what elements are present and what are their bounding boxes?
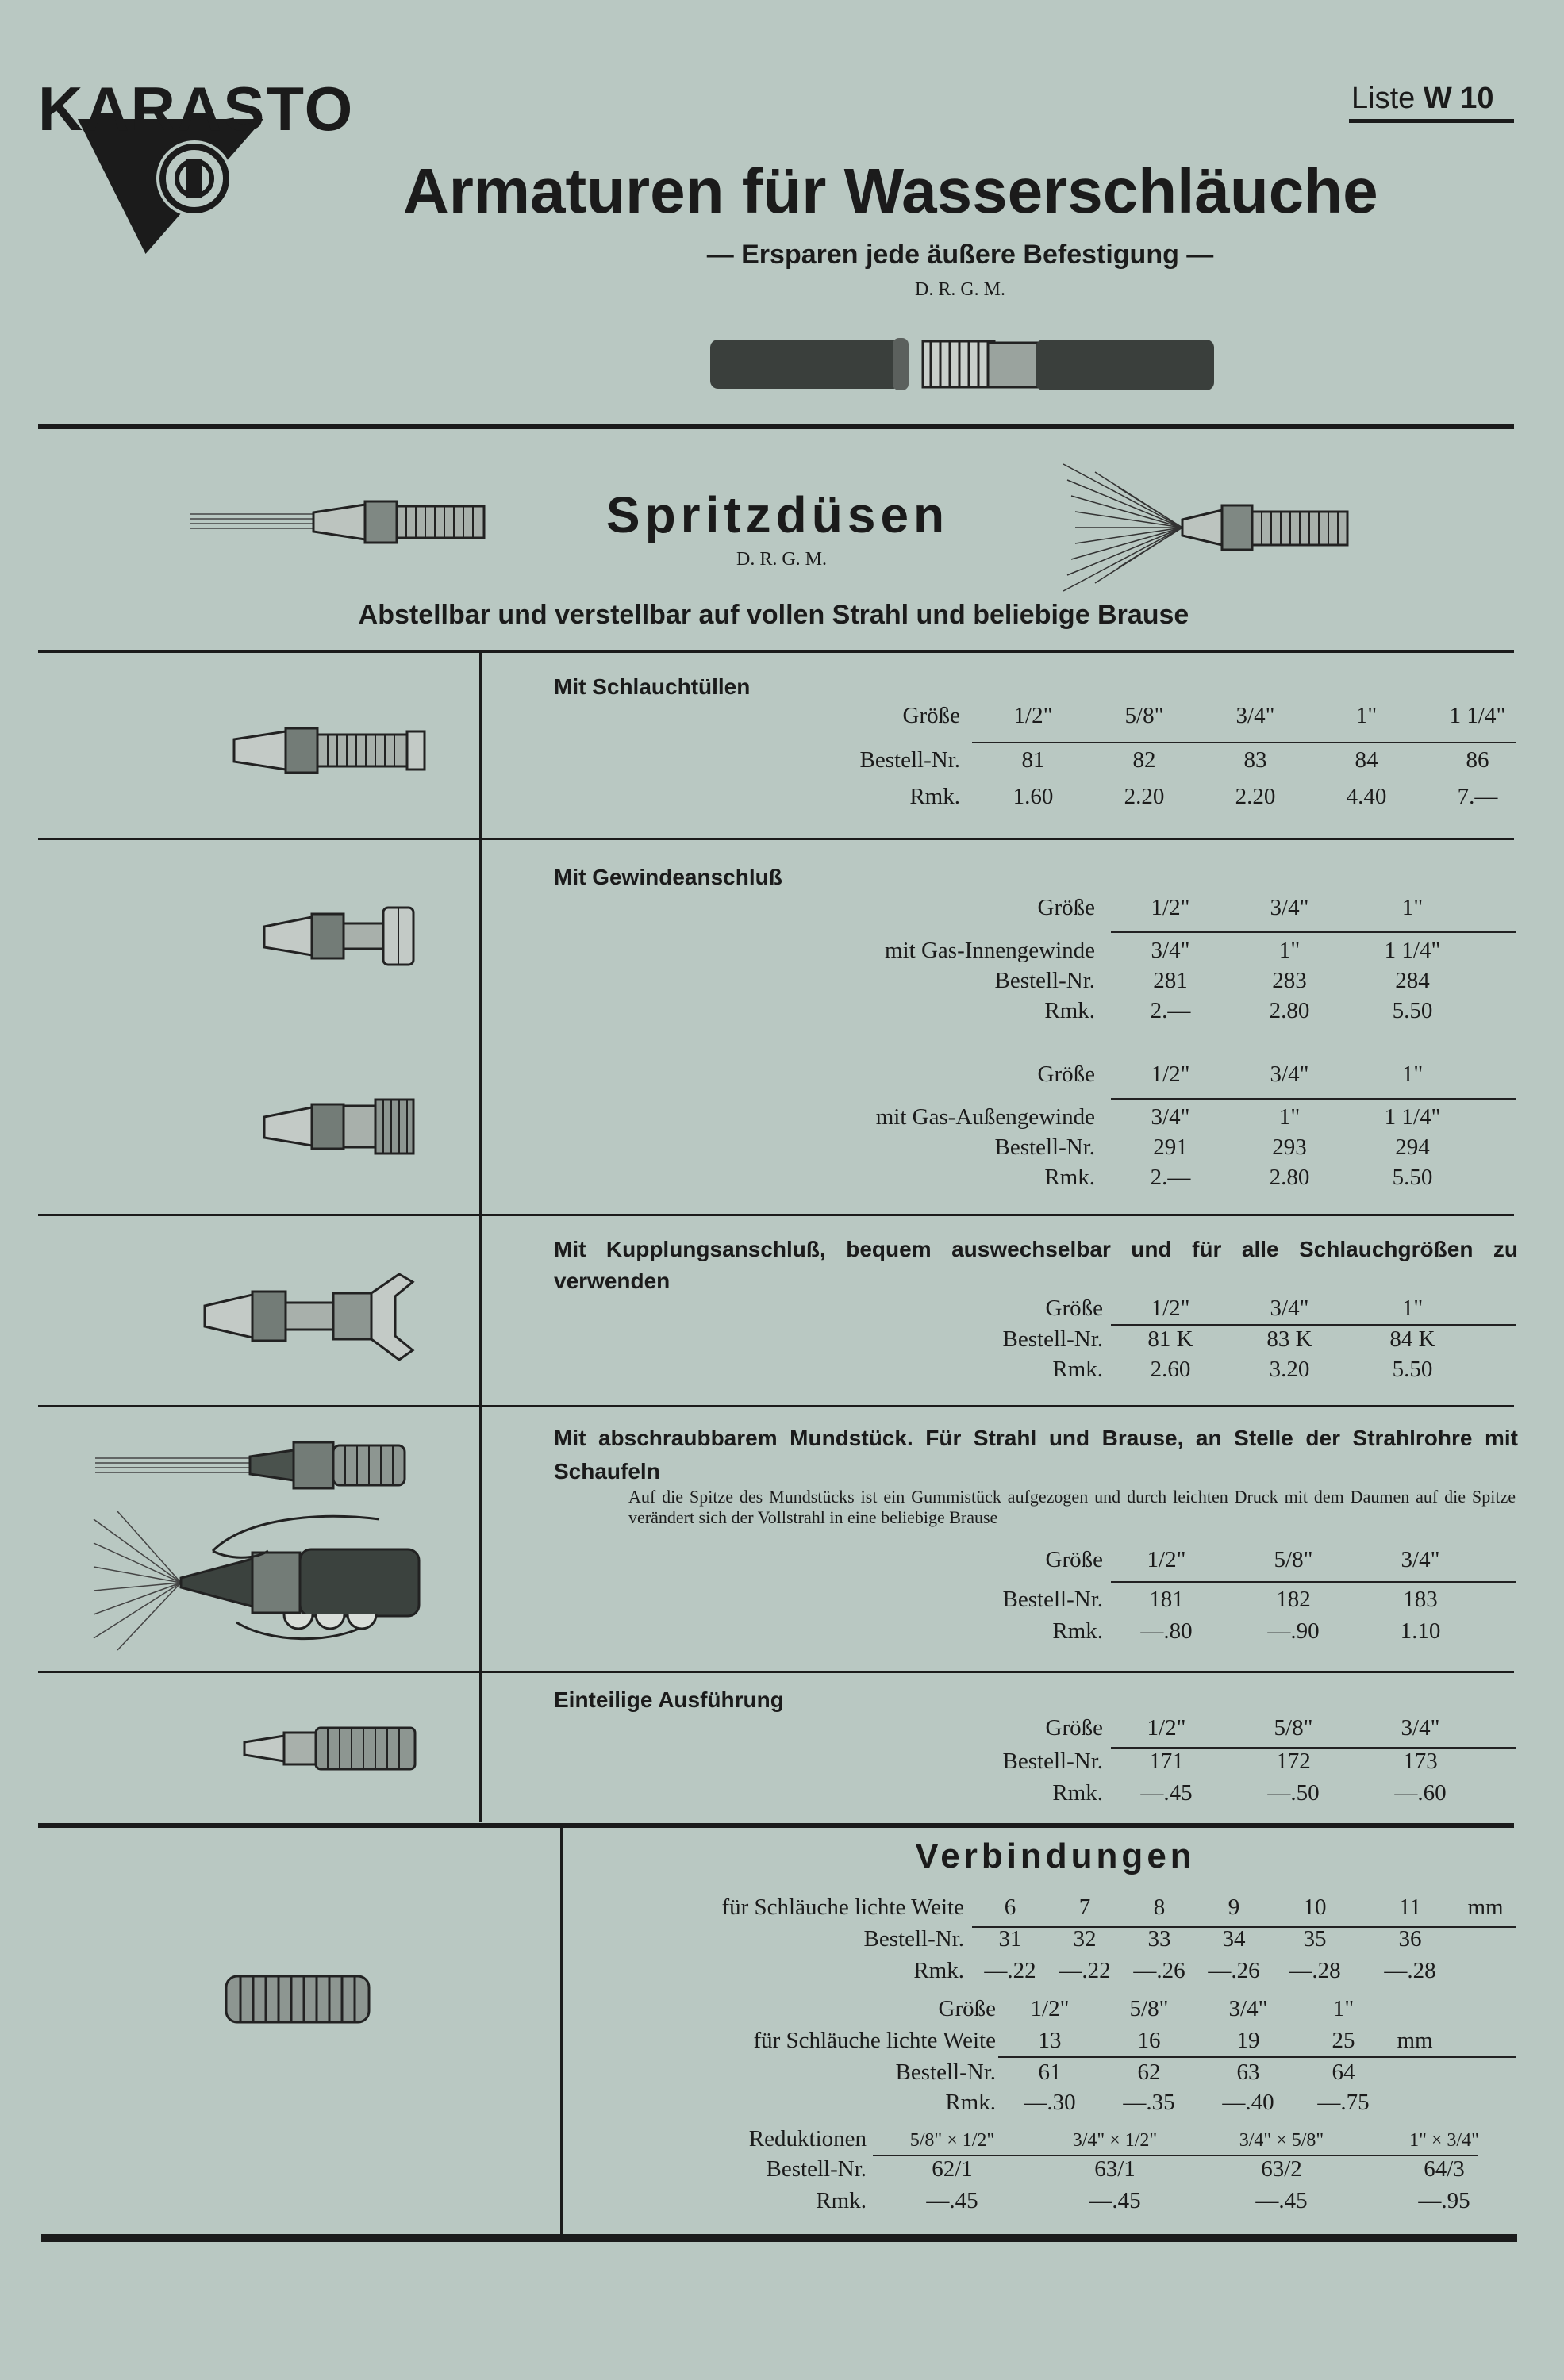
row-label: Rmk.: [1052, 1618, 1103, 1644]
table-cell: 63: [1236, 2059, 1260, 2085]
row-label: für Schläuche lichte Weite: [753, 2028, 996, 2053]
left-column-divider: [479, 651, 482, 1822]
table-cell: —.45: [1089, 2188, 1141, 2213]
table-cell: 3/4": [1270, 895, 1309, 920]
row-label: Größe: [938, 1996, 996, 2021]
table-cell: 64: [1332, 2059, 1355, 2085]
row-label: Bestell-Nr.: [994, 1134, 1095, 1160]
table-cell: —.95: [1418, 2188, 1470, 2213]
table-cell: 3.20: [1269, 1357, 1310, 1382]
table-cell: 1/2": [1147, 1715, 1186, 1741]
table-cell: 3/4" × 1/2": [1072, 2130, 1158, 2151]
table-cell: —.45: [926, 2188, 978, 2213]
table-cell: 5/8": [1124, 703, 1164, 728]
table-row: [698, 1326, 1476, 1353]
row-label: Bestell-Nr.: [863, 1926, 964, 1952]
table-cell: 1": [1401, 1296, 1424, 1321]
table-row: [698, 938, 1476, 964]
row-label: Bestell-Nr.: [1002, 1749, 1103, 1774]
table-row: [698, 895, 1476, 921]
table-cell: 33: [1147, 1926, 1171, 1952]
table-cell: 1/2": [1147, 1547, 1186, 1572]
table-rule: [1111, 1098, 1516, 1100]
table-cell: 283: [1272, 968, 1307, 993]
table-row: [698, 1780, 1484, 1806]
table-cell: 13: [1038, 2028, 1062, 2053]
row-label: Größe: [1045, 1296, 1103, 1321]
table-cell: 19: [1236, 2028, 1260, 2053]
table-cell: —.28: [1289, 1958, 1341, 1983]
spritz-subtitle: Abstellbar und verstellbar auf vollen Strahl und beliebige Brause: [358, 600, 1189, 630]
table-rule: [1111, 931, 1516, 933]
table-cell: 2.—: [1150, 998, 1191, 1023]
list-underline: [1349, 119, 1514, 123]
table-cell: 5.50: [1392, 998, 1433, 1023]
table-cell: 173: [1403, 1749, 1438, 1774]
table-cell: 1": [1278, 1104, 1301, 1130]
table-cell: 84: [1355, 747, 1378, 773]
spritz-title: Spritzdüsen: [605, 486, 950, 543]
table-cell: 1.10: [1400, 1618, 1441, 1644]
coupling-nozzle-image: [205, 1269, 419, 1365]
table-cell: 291: [1153, 1134, 1188, 1160]
table-cell: 62/1: [932, 2156, 973, 2182]
table-cell: 3/4": [1401, 1715, 1440, 1741]
row-label: mit Gas-Außengewinde: [875, 1104, 1095, 1130]
table-row: [571, 2188, 1524, 2214]
table-cell: 3/4": [1401, 1547, 1440, 1572]
table-cell: 7.—: [1457, 784, 1498, 809]
unit-label: mm: [1467, 1894, 1504, 1920]
sec3-title: Mit Kupplungsanschluß, bequem auswechselbar und für alle Schlauchgrößen zu verwenden: [554, 1237, 1518, 1293]
table-cell: 32: [1073, 1926, 1097, 1952]
table-cell: 293: [1272, 1134, 1307, 1160]
row-label: Bestell-Nr.: [859, 747, 960, 773]
list-label: [1351, 82, 1494, 116]
table-row: [698, 998, 1476, 1024]
table-cell: 4.40: [1346, 784, 1387, 809]
table-cell: 1": [1401, 1061, 1424, 1087]
table-row: [571, 2126, 1524, 2152]
table-cell: 3/4": [1235, 703, 1275, 728]
table-cell: 182: [1276, 1587, 1311, 1612]
one-piece-nozzle-image: [244, 1725, 419, 1772]
table-row: [698, 747, 1533, 774]
table-row: [571, 2156, 1524, 2182]
row-label: Rmk.: [816, 2188, 867, 2213]
table-cell: —.45: [1140, 1780, 1193, 1806]
table-row: [698, 1587, 1484, 1613]
table-cell: 5.50: [1392, 1357, 1433, 1382]
row-label: Rmk.: [945, 2090, 996, 2115]
table-rule: [1111, 1324, 1516, 1326]
table-cell: —.40: [1222, 2090, 1274, 2115]
table-cell: 36: [1398, 1926, 1422, 1952]
sec3-divider: [38, 1405, 1514, 1407]
table-cell: 63/2: [1261, 2156, 1302, 2182]
table-row: [698, 968, 1476, 994]
row-label: Bestell-Nr.: [766, 2156, 867, 2182]
verb-title: Verbindungen: [915, 1837, 1196, 1875]
table-cell: —.22: [1059, 1958, 1111, 1983]
row-label: Größe: [1037, 895, 1095, 920]
table-cell: 5/8": [1274, 1715, 1313, 1741]
row-label: Bestell-Nr.: [1002, 1587, 1103, 1612]
table-cell: —.22: [984, 1958, 1036, 1983]
table-cell: 9: [1228, 1894, 1240, 1920]
thread-inner-nozzle-image: [264, 904, 415, 968]
table-cell: 83: [1243, 747, 1267, 773]
table-cell: 3/4": [1151, 1104, 1190, 1130]
table-cell: —.28: [1384, 1958, 1436, 1983]
row-label: Rmk.: [1052, 1357, 1103, 1382]
page-title: Armaturen für Wasserschläuche: [403, 155, 1378, 226]
table-cell: 83 K: [1266, 1326, 1312, 1352]
table-cell: 281: [1153, 968, 1188, 993]
table-cell: 1/2": [1013, 703, 1053, 728]
row-label: Größe: [902, 703, 960, 728]
table-cell: 1": [1401, 895, 1424, 920]
row-label: Bestell-Nr.: [1002, 1326, 1103, 1352]
brand-wordmark: KARASTO: [38, 74, 355, 144]
table-cell: 81 K: [1147, 1326, 1193, 1352]
table-row: [698, 1547, 1484, 1573]
table-row: [571, 1996, 1387, 2022]
row-label: Rmk.: [909, 784, 960, 809]
table-cell: 2.80: [1269, 998, 1310, 1023]
table-cell: 294: [1395, 1134, 1430, 1160]
table-cell: 8: [1153, 1894, 1166, 1920]
row-label: Reduktionen: [748, 2126, 867, 2152]
spritz-drgm: D. R. G. M.: [736, 549, 827, 570]
spritz-top-rule: [38, 650, 1514, 653]
table-cell: 284: [1395, 968, 1430, 993]
row-label: Bestell-Nr.: [895, 2059, 996, 2085]
table-row: [698, 1715, 1484, 1741]
table-cell: 181: [1149, 1587, 1184, 1612]
table-cell: 3/4": [1151, 938, 1190, 963]
table-cell: 35: [1303, 1926, 1327, 1952]
mouthpiece-nozzle-image: [95, 1436, 413, 1491]
hose-connector-image: [710, 333, 1210, 397]
list-label-text: Liste: [1351, 82, 1416, 115]
table-cell: 1 1/4": [1384, 938, 1441, 963]
table-row: [571, 2090, 1387, 2116]
table-cell: —.75: [1317, 2090, 1370, 2115]
table-cell: 25: [1332, 2028, 1355, 2053]
table-cell: 84 K: [1389, 1326, 1435, 1352]
table-row: [698, 1134, 1476, 1161]
table-cell: 31: [998, 1926, 1022, 1952]
table-cell: 86: [1466, 747, 1489, 773]
row-label: Rmk.: [913, 1958, 964, 1983]
sec1-title: Mit Schlauchtüllen: [554, 674, 751, 699]
table-row: [698, 703, 1533, 729]
table-row: [698, 1749, 1484, 1775]
unit-label: mm: [1397, 2028, 1433, 2053]
table-cell: 1.60: [1013, 784, 1054, 809]
table-row: [571, 1926, 1462, 1952]
table-cell: 82: [1132, 747, 1156, 773]
table-cell: —.80: [1140, 1618, 1193, 1644]
table-cell: 10: [1303, 1894, 1327, 1920]
list-number: W 10: [1423, 82, 1494, 115]
table-cell: 1 1/4": [1449, 703, 1506, 728]
hose-tail-nozzle-image: [234, 728, 425, 773]
page-subtitle: — Ersparen jede äußere Befestigung —: [706, 240, 1214, 270]
table-rule: [1111, 1581, 1516, 1583]
row-label: mit Gas-Innengewinde: [885, 938, 1095, 963]
sec5-divider: [38, 1823, 1514, 1828]
sec1-divider: [38, 838, 1514, 840]
table-cell: 63/1: [1094, 2156, 1136, 2182]
table-cell: 5/8" × 1/2": [909, 2130, 995, 2151]
hose-connector-small-image: [226, 1971, 369, 2027]
table-cell: 1/2": [1151, 1061, 1190, 1087]
table-cell: 3/4": [1228, 1996, 1268, 2021]
table-cell: 64/3: [1424, 2156, 1465, 2182]
table-cell: 1" × 3/4": [1409, 2130, 1479, 2151]
table-cell: 11: [1399, 1894, 1421, 1920]
table-row: [698, 784, 1533, 810]
row-label: Größe: [1045, 1547, 1103, 1572]
row-label: Bestell-Nr.: [994, 968, 1095, 993]
table-cell: 172: [1276, 1749, 1311, 1774]
header-divider: [38, 424, 1514, 429]
table-cell: —.35: [1123, 2090, 1175, 2115]
table-cell: 1/2": [1030, 1996, 1070, 2021]
row-label: Rmk.: [1052, 1780, 1103, 1806]
table-row: [698, 1357, 1476, 1383]
sec4-title: Mit abschraubbarem Mundstück. Für Strahl und Brause, an Stelle der Strahlrohre mit Schaufeln: [554, 1426, 1518, 1484]
table-row: [698, 1104, 1476, 1130]
sec4-divider: [38, 1671, 1514, 1673]
sec4-note: Auf die Spitze des Mundstücks ist ein Gummistück aufgezogen und durch leichten Druck mit dem Daumen auf die Spitze verändert sich der Vollstrahl in eine beliebige Brause: [628, 1487, 1516, 1527]
table-cell: 1": [1278, 938, 1301, 963]
table-cell: —.45: [1255, 2188, 1308, 2213]
table-row: [571, 1958, 1462, 1984]
row-label: Rmk.: [1044, 998, 1095, 1023]
row-label: für Schläuche lichte Weite: [721, 1894, 964, 1920]
table-cell: 3/4" × 5/8": [1239, 2130, 1324, 2151]
table-cell: 2.—: [1150, 1165, 1191, 1190]
table-cell: 1": [1355, 703, 1378, 728]
table-rule: [972, 742, 1516, 743]
header-drgm: D. R. G. M.: [914, 279, 1005, 300]
table-cell: 1": [1332, 1996, 1355, 2021]
nozzle-spray-image: [1063, 464, 1365, 591]
row-label: Größe: [1045, 1715, 1103, 1741]
sec2-divider: [38, 1214, 1514, 1216]
thread-outer-nozzle-image: [264, 1095, 415, 1158]
table-cell: —.60: [1394, 1780, 1447, 1806]
table-row: [698, 1165, 1476, 1191]
table-cell: —.26: [1133, 1958, 1185, 1983]
table-row: [571, 2028, 1443, 2054]
table-cell: —.26: [1208, 1958, 1260, 1983]
table-cell: 61: [1038, 2059, 1062, 2085]
table-cell: 183: [1403, 1587, 1438, 1612]
table-cell: —.30: [1024, 2090, 1076, 2115]
hand-spray-image: [94, 1503, 427, 1654]
table-cell: 6: [1004, 1894, 1016, 1920]
table-row: [698, 1618, 1484, 1645]
table-cell: 3/4": [1270, 1061, 1309, 1087]
table-cell: 5/8": [1129, 1996, 1169, 2021]
table-row: [571, 1894, 1509, 1921]
table-rule: [998, 2056, 1516, 2058]
table-cell: 5.50: [1392, 1165, 1433, 1190]
table-row: [698, 1296, 1476, 1322]
bottom-rule: [41, 2234, 1517, 2242]
row-label: Größe: [1037, 1061, 1095, 1087]
table-cell: 2.20: [1124, 784, 1165, 809]
table-cell: 81: [1021, 747, 1045, 773]
table-cell: 5/8": [1274, 1547, 1313, 1572]
table-cell: 1/2": [1151, 895, 1190, 920]
row-label: Rmk.: [1044, 1165, 1095, 1190]
table-cell: —.50: [1267, 1780, 1320, 1806]
nozzle-jet-image: [190, 498, 500, 546]
table-cell: 171: [1149, 1749, 1184, 1774]
table-cell: 2.60: [1150, 1357, 1191, 1382]
verb-column-divider: [560, 1826, 563, 2239]
table-cell: —.90: [1267, 1618, 1320, 1644]
table-cell: 3/4": [1270, 1296, 1309, 1321]
table-cell: 7: [1078, 1894, 1091, 1920]
table-cell: 34: [1222, 1926, 1246, 1952]
table-row: [698, 1061, 1476, 1088]
table-cell: 2.20: [1235, 784, 1276, 809]
table-row: [571, 2059, 1387, 2086]
table-cell: 62: [1137, 2059, 1161, 2085]
table-cell: 16: [1137, 2028, 1161, 2053]
sec2-title: Mit Gewindeanschluß: [554, 865, 782, 889]
table-cell: 1/2": [1151, 1296, 1190, 1321]
table-cell: 1 1/4": [1384, 1104, 1441, 1130]
table-cell: 2.80: [1269, 1165, 1310, 1190]
sec5-title: Einteilige Ausführung: [554, 1687, 784, 1712]
